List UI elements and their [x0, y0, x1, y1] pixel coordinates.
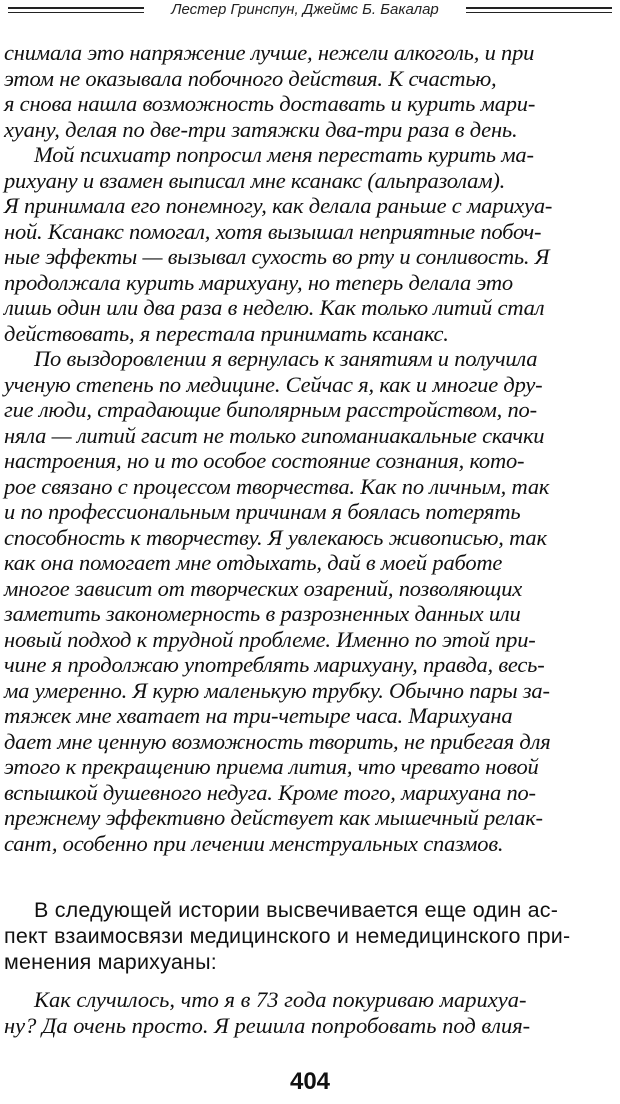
text-line: ма умеренно. Я курю маленькую трубку. Обычно пары за- — [4, 677, 550, 703]
text-line: и по профессиональным причинам я боялась потерять — [4, 499, 521, 524]
text-line: чине я продолжаю употреблять марихуану, правда, весь- — [4, 652, 545, 677]
text-line: ные эффекты — вызывал сухость во рту и сонливость. Я — [4, 244, 550, 269]
header-rule-left-thin — [8, 12, 144, 13]
text-line: рое связано с процессом творчества. Как по личным, так — [4, 473, 550, 499]
text-line: продолжала курить марихуану, но теперь делала это — [4, 269, 513, 295]
text-line: снимала это напряжение лучше, нежели алкоголь, и при — [4, 40, 535, 65]
quoted-testimony — [4, 40, 610, 856]
text-line: тяжек мне хватает на три-четыре часа. Марихуана — [4, 703, 513, 728]
text-line: По выздоровлении я вернулась к занятиям и получила — [34, 346, 538, 371]
text-line: няла — литий гасит не только гипоманиакальные скачки — [4, 422, 545, 448]
text-line: заметить закономерность в разрозненных данных или — [4, 601, 521, 626]
text-line: я снова нашла возможность доставать и курить мари- — [4, 91, 536, 116]
text-line: способность к творчеству. Я увлекаюсь живописью, так — [4, 524, 547, 550]
text-line: Я принимала его понемногу, как делала раньше с марихуа- — [4, 193, 553, 218]
text-line: действовать, я перестала принимать ксанакс. — [4, 320, 449, 346]
text-line: новый подход к трудной проблеме. Именно по этой при- — [4, 626, 536, 652]
text-line: ну? Да очень просто. Я решила попробовать под влия- — [4, 1013, 531, 1038]
text-line: лишь один или два раза в неделю. Как только литий стал — [4, 295, 545, 320]
text-line: настроения, но и то особое состояние сознания, кото- — [4, 448, 525, 473]
text-line: многое зависит от творческих озарений, позволяющих — [4, 575, 523, 601]
author-commentary — [4, 897, 610, 975]
header-rule-right-thin — [466, 12, 612, 13]
text-line: сант, особенно при лечении менструальных спазмов. — [4, 830, 504, 856]
text-line: ной. Ксанакс помогал, хотя вызышал неприятные побоч- — [4, 218, 542, 244]
text-line: ученую степень по медицине. Сейчас я, как и многие дру- — [4, 371, 543, 397]
text-line: гие люди, страдающие биполярным расстройством, по- — [4, 397, 537, 422]
text-line: Мой психиатр попросил меня перестать курить ма- — [34, 142, 534, 167]
running-header — [0, 0, 620, 24]
text-line: менения марихуаны: — [4, 950, 217, 974]
text-line: Как случилось, что я в 73 года покуриваю марихуа- — [34, 987, 527, 1012]
header-rule-right — [466, 7, 612, 9]
text-line: прежнему эффективно действует как мышечный релак- — [4, 805, 543, 830]
text-line: этого к прекращению приема лития, что чревато новой — [4, 754, 539, 779]
text-line: пект взаимосвязи медицинского и немедицинского при- — [4, 924, 571, 948]
next-story-opening — [4, 987, 610, 1039]
page-number: 404 — [289, 1068, 331, 1095]
header-rule-left — [8, 7, 144, 9]
running-title: Лестер Гринспун, Джеймс Б. Бакалар — [171, 1, 439, 18]
text-line: этом не оказывала побочного действия. К счастью, — [4, 65, 497, 91]
text-line: как она помогает мне отдыхать, дай в моей работе — [4, 550, 503, 575]
text-line: рихуану и взамен выписал мне ксанакс (альпразолам). — [4, 167, 506, 193]
text-line: хуану, делая по две-три затяжки два-три раза в день. — [4, 116, 518, 142]
text-line: вспышкой душевного недуга. Кроме того, марихуана по- — [4, 779, 536, 805]
text-line: дает мне ценную возможность творить, не прибегая для — [4, 728, 551, 754]
text-line: В следующей истории высвечивается еще один ас- — [34, 898, 559, 922]
